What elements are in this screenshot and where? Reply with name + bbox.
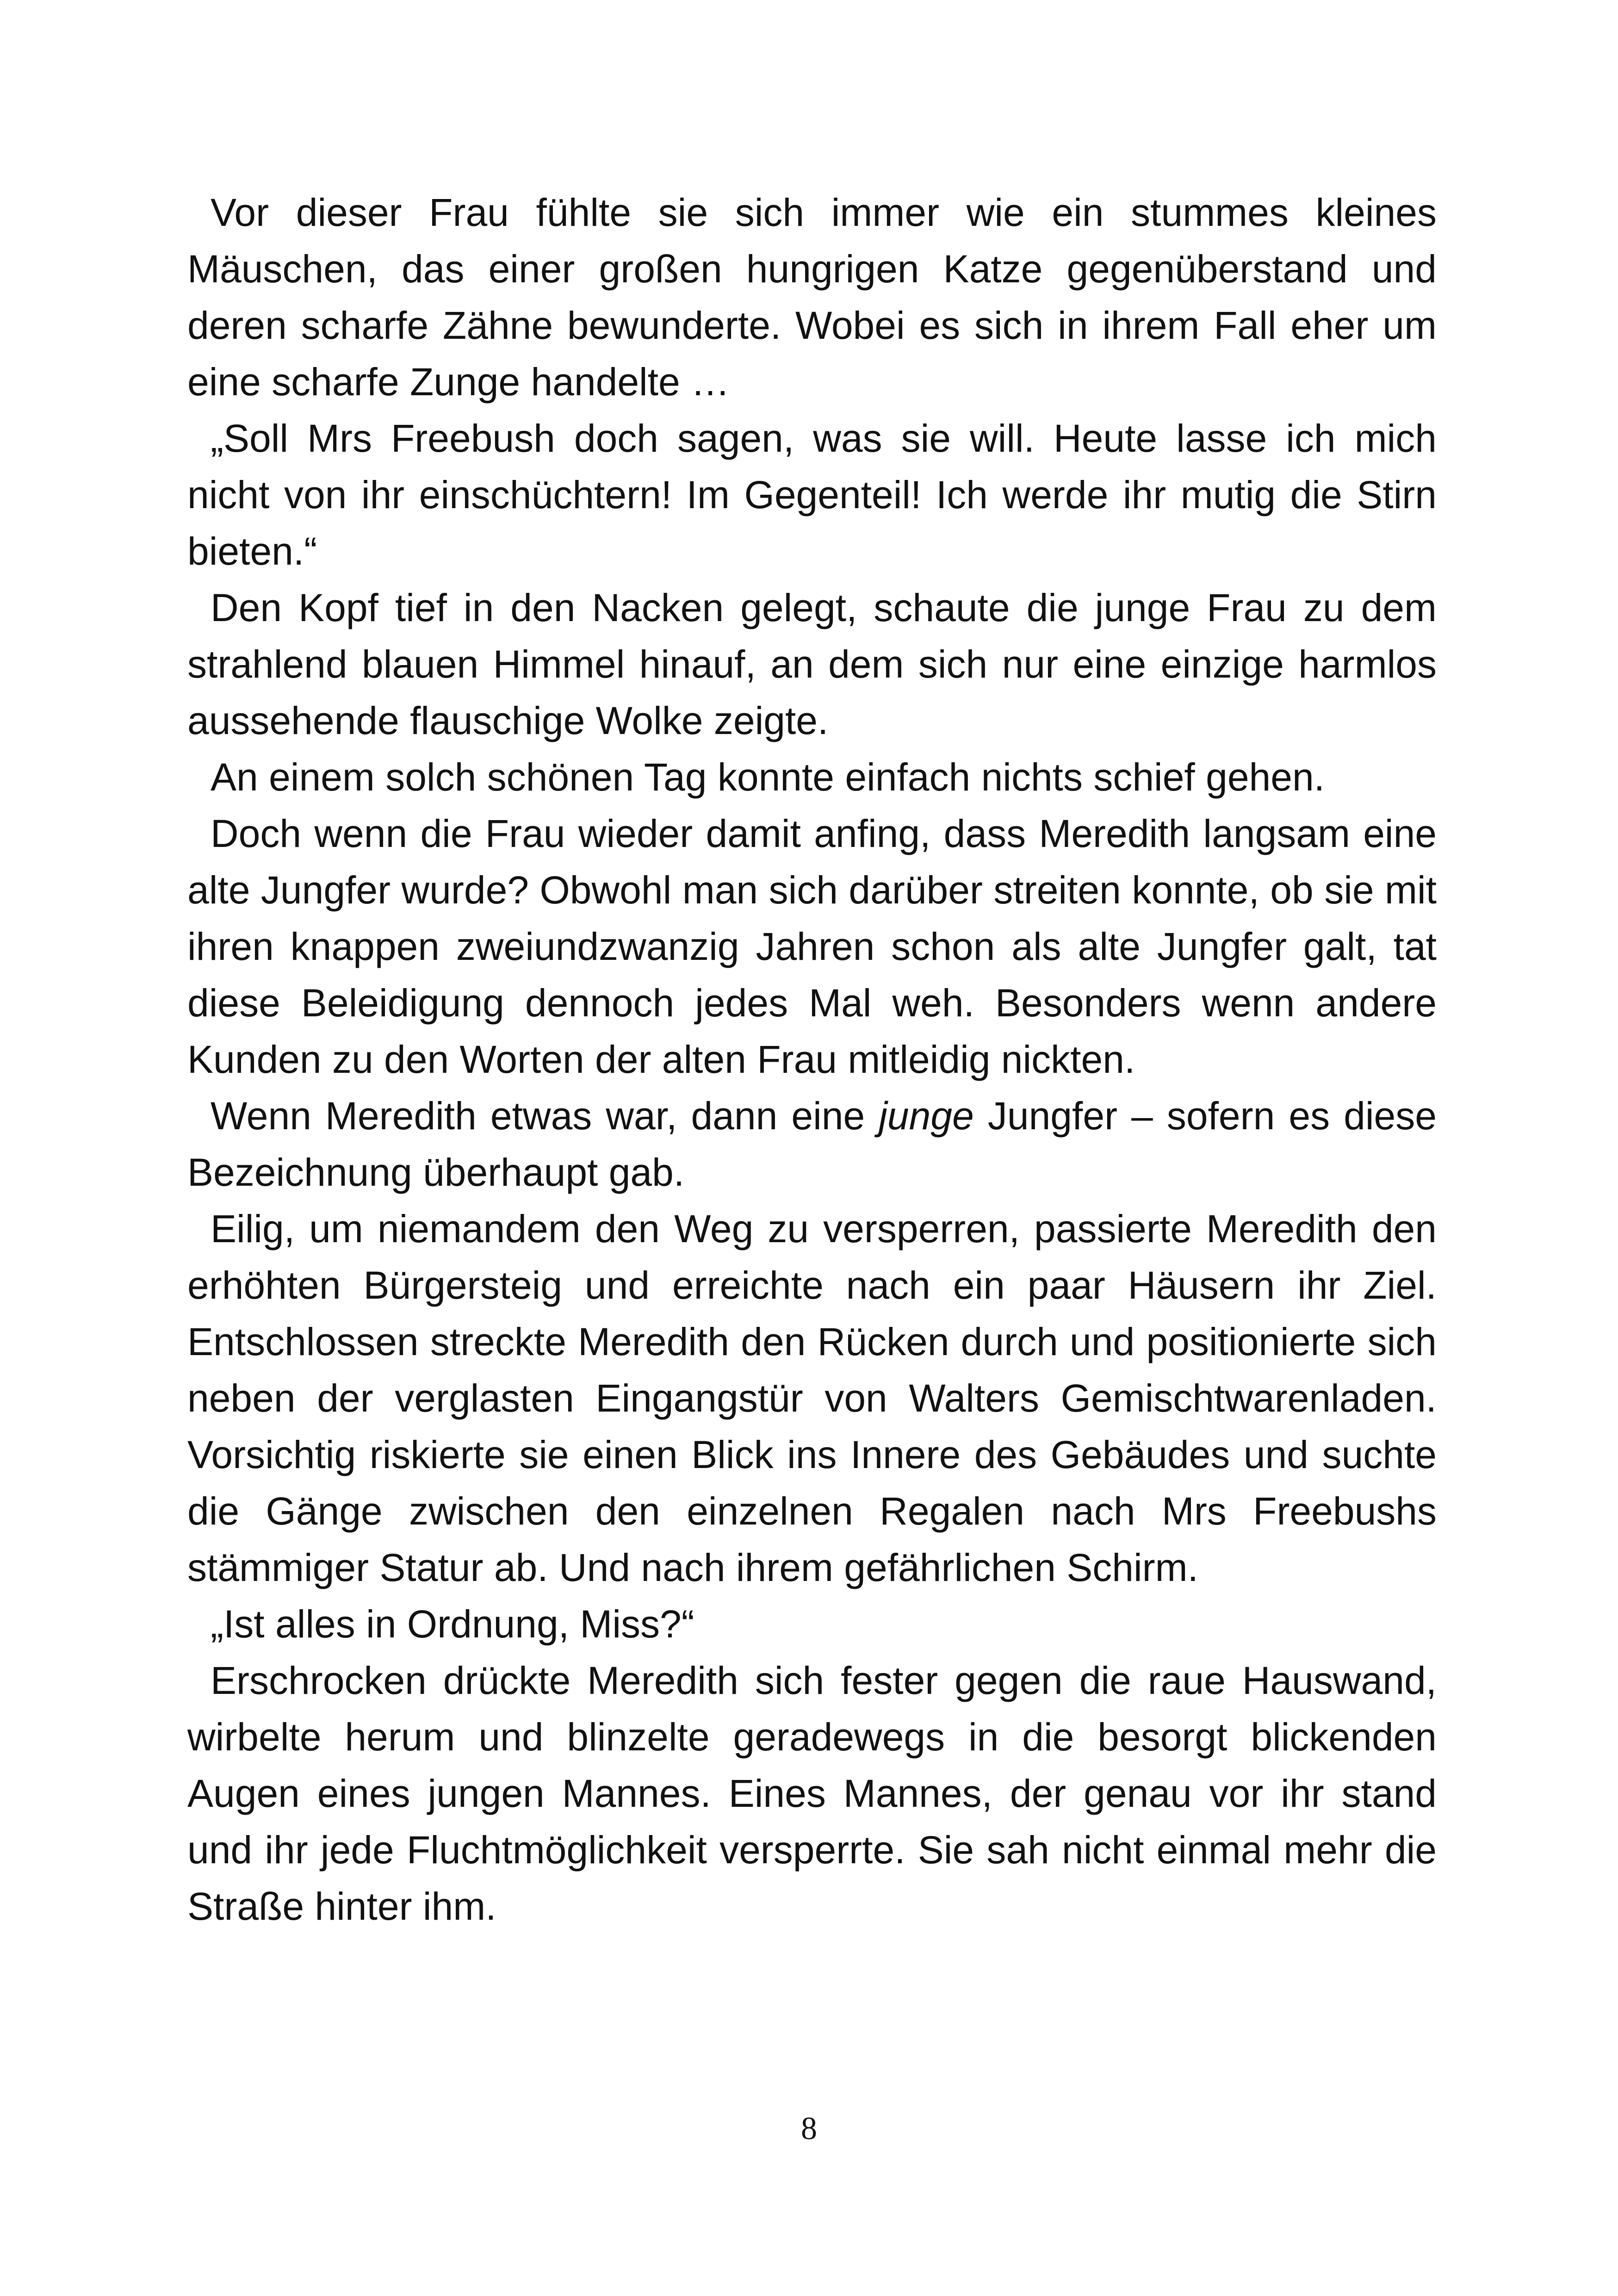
paragraph-7: Eilig, um niemandem den Weg zu versperren, passierte Meredith den erhöhten Bürgersteig und erreichte nach ein paar Häusern ihr Ziel. Entschlossen streckte Meredith den Rücken durch und positionierte sich neben der verglasten Eingangstür von Walters Gemischtwarenladen. Vorsichtig riskierte sie einen Blick ins Innere des Gebäudes und suchte die Gänge zwischen den einzelnen Regalen nach Mrs Freebushs stämmiger Statur ab. Und nach ihrem gefährlichen Schirm. — [187, 1207, 1437, 1589]
paragraph-3: Den Kopf tief in den Nacken gelegt, schaute die junge Frau zu dem strahlend blauen Himmel hinauf, an dem sich nur eine einzige harmlos aussehende flauschige Wolke zeigte. — [187, 586, 1437, 742]
body-text — [187, 184, 1437, 1935]
paragraph-2: „Soll Mrs Freebush doch sagen, was sie will. Heute lasse ich mich nicht von ihr einschüchtern! Im Gegenteil! Ich werde ihr mutig die Stirn bieten.“ — [187, 417, 1437, 573]
paragraph-4: An einem solch schönen Tag konnte einfach nichts schief gehen. — [211, 755, 1325, 799]
paragraph-6-text-before: Wenn Meredith etwas war, dann eine — [211, 1094, 879, 1138]
page-number: 8 — [801, 2111, 817, 2147]
paragraph-6-emphasis: junge — [879, 1094, 974, 1138]
paragraph-6-text-after: Jungfer – sofern es diese Bezeichnung überhaupt gab. — [187, 1094, 1437, 1194]
paragraph-5: Doch wenn die Frau wieder damit anfing, dass Meredith langsam eine alte Jungfer wurde? Obwohl man sich darüber streiten konnte, ob sie mit ihren knappen zweiundzwanzig Jahren schon als alte Jungfer galt, tat diese Beleidigung dennoch jedes Mal weh. Besonders wenn andere Kunden zu den Worten der alten Frau mitleidig nickten. — [187, 812, 1437, 1081]
paragraph-8: „Ist alles in Ordnung, Miss?“ — [211, 1602, 694, 1646]
paragraph-6 — [187, 1088, 1437, 1201]
paragraph-1: Vor dieser Frau fühlte sie sich immer wie ein stummes kleines Mäuschen, das einer großen hungrigen Katze gegenüberstand und deren scharfe Zähne bewunderte. Wobei es sich in ihrem Fall eher um eine scharfe Zunge handelte … — [187, 191, 1437, 404]
paragraph-9: Erschrocken drückte Meredith sich fester gegen die raue Hauswand, wirbelte herum und blinzelte geradewegs in die besorgt blickenden Augen eines jungen Mannes. Eines Mannes, der genau vor ihr stand und ihr jede Fluchtmöglichkeit versperrte. Sie sah nicht einmal mehr die Straße hinter ihm. — [187, 1659, 1437, 1928]
